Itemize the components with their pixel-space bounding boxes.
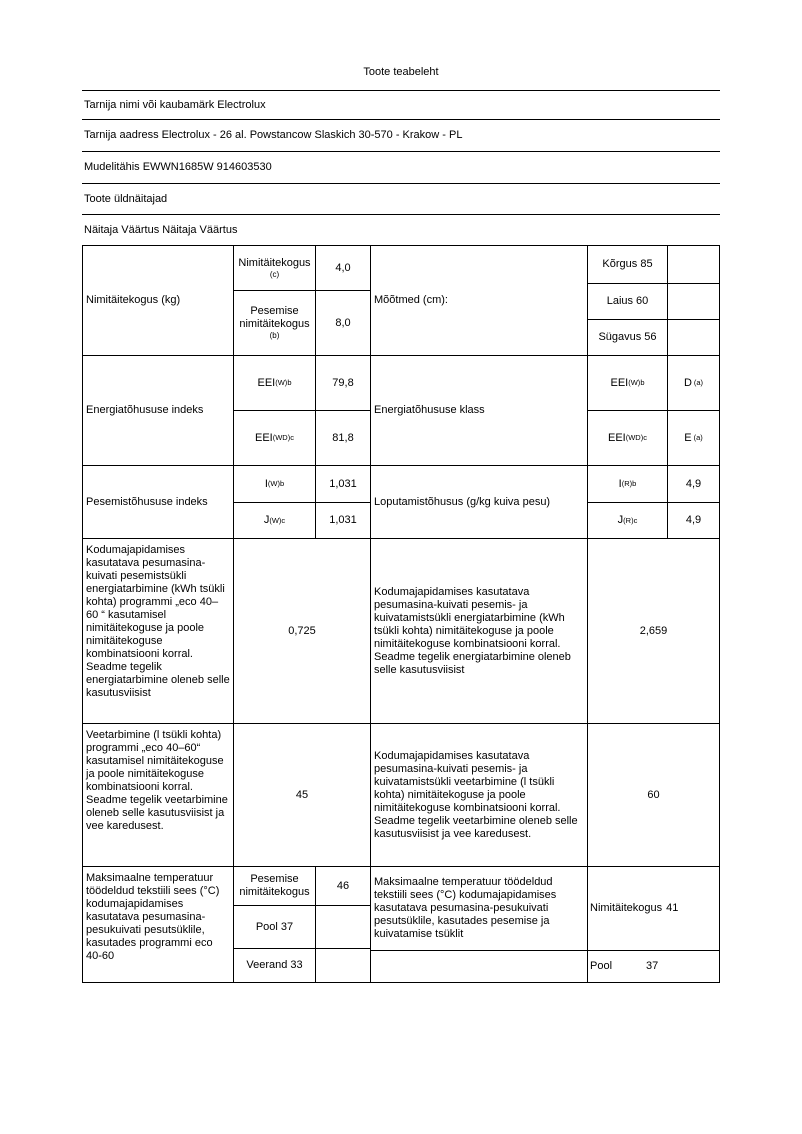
capacity-name-text: Pesemise nimitäitekogus	[239, 305, 310, 330]
washing-footnote-mark: c	[281, 515, 286, 525]
max-temp-row-value	[316, 949, 371, 983]
eei-symbol	[234, 411, 316, 466]
row-energy-index	[83, 356, 720, 466]
product-information-sheet	[82, 0, 720, 983]
energy-class-symbol-base: EEI	[610, 376, 629, 389]
washing-value: 1,031	[316, 503, 371, 539]
max-temp-subrow	[234, 949, 371, 983]
rinse-symbol-base: J	[617, 514, 624, 526]
rinse-value: 4,9	[668, 503, 720, 539]
washing-footnote-mark: b	[279, 479, 285, 488]
capacity-name	[234, 246, 316, 291]
eei-value: 81,8	[316, 411, 371, 466]
rinse-symbol	[588, 466, 668, 503]
model-identifier-row: Mudelitähis EWWN1685W 914603530	[82, 151, 720, 183]
energy-class-value	[668, 356, 720, 411]
energy-consumption-wd-text: Kodumajapidamises kasutatava pesumasina-kuivati pesemis- ja kuivatamistsükli energiatarbimine (kWh tsükli kohta) nimitäitekoguse ja poole nimitäitekoguse kombinatsiooni korral. Seadme tegelik energiatarbimine oleneb selle kasutusviisist	[371, 539, 588, 724]
energy-class-symbol-sub: (WD)	[625, 433, 644, 442]
eei-symbol-base: EEI	[257, 376, 276, 389]
rated-capacity-section-label: Nimitäitekogus (kg)	[83, 246, 234, 356]
max-temp-wd-text: Maksimaalne temperatuur töödeldud tekstiili sees (°C) kodumajapidamises kasutatava pesumasina-pesukuivati pesutsüklile, kasutades pesemise ja kuivatamise tsüklit	[371, 867, 588, 951]
eei-footnote-mark: b	[287, 378, 292, 387]
max-temp-row-label: Veerand 33	[234, 949, 316, 983]
rinse-symbol-base: I	[618, 477, 622, 490]
rinse-subrow	[588, 466, 720, 503]
energy-consumption-wd-value: 2,659	[588, 539, 720, 724]
supplier-name-row: Tarnija nimi või kaubamärk Electrolux	[82, 90, 720, 119]
water-consumption-wd-value: 60	[588, 724, 720, 867]
energy-class-symbol-sub: (W)	[628, 378, 641, 387]
washing-symbol-sub: (W)	[267, 479, 280, 488]
energy-index-subtable	[234, 356, 371, 466]
washing-symbol-sub: (W)	[269, 515, 282, 525]
empty-cell	[668, 284, 720, 320]
energy-class-symbol	[588, 411, 668, 466]
washing-index-subrow	[234, 503, 371, 539]
max-temp-subrow	[234, 906, 371, 949]
max-temp-subrow	[234, 867, 371, 906]
washing-index-subrow	[234, 466, 371, 503]
eei-symbol-sub: (W)	[275, 378, 288, 387]
energy-index-section-label: Energiatõhususe indeks	[83, 356, 234, 466]
row-energy-consumption	[83, 539, 720, 724]
eei-footnote-mark: c	[290, 433, 294, 442]
row-max-temperature	[83, 867, 720, 983]
washing-symbol	[234, 466, 316, 503]
rinse-symbol-sub: (R)	[623, 515, 634, 525]
water-consumption-text: Veetarbimine (l tsükli kohta) programmi „eco 40–60“ kasutamisel nimitäitekoguse ja poole nimitäitekoguse kombinatsiooni korral. Seadme tegelik veetarbimine oleneb selle kasutusviisist ja vee karedusest.	[83, 724, 234, 867]
page-title: Toote teabeleht	[363, 66, 439, 78]
row-rated-capacity	[83, 246, 720, 356]
rinse-subrow	[588, 503, 720, 539]
max-temp-row-label: Pesemise nimitäitekogus	[234, 867, 316, 906]
max-temp-wd-row-value: 41	[666, 902, 679, 914]
rinse-symbol	[588, 503, 668, 539]
eei-symbol-base: EEI	[255, 431, 273, 444]
max-temp-row-label: Pool 37	[234, 906, 316, 949]
dimensions-label: Mõõtmed (cm):	[371, 246, 588, 356]
capacity-subrow	[234, 291, 371, 356]
eei-symbol	[234, 356, 316, 411]
dimension-width: Laius 60	[588, 284, 668, 320]
capacity-name	[234, 291, 316, 356]
capacity-footnote-mark: (b)	[269, 331, 280, 340]
columns-header-row: Näitaja Väärtus Näitaja Väärtus	[82, 214, 720, 245]
empty-cell	[668, 320, 720, 356]
energy-index-subrow	[234, 411, 371, 466]
energy-class-footnote-mark: c	[643, 433, 647, 442]
max-temp-wd-row	[588, 951, 720, 983]
row-water-consumption	[83, 724, 720, 867]
washing-index-section-label: Pesemistõhususe indeks	[83, 466, 234, 539]
empty-cell	[371, 951, 588, 983]
dimension-subrow	[588, 284, 720, 320]
washing-index-subtable	[234, 466, 371, 539]
water-consumption-wd-text: Kodumajapidamises kasutatava pesumasina-kuivati pesemis- ja kuivatamistsükli veetarbimine (l tsükli kohta) nimitäitekoguse ja poole nimitäitekoguse kombinatsiooni korral. Seadme tegelik veetarbimine oleneb selle kasutusviisist ja vee karedusest.	[371, 724, 588, 867]
max-temp-row-value: 46	[316, 867, 371, 906]
max-temp-row-value	[316, 906, 371, 949]
energy-class-subrow	[588, 411, 720, 466]
eei-symbol-sub: (WD)	[272, 433, 291, 442]
energy-class-footnote-mark: b	[640, 378, 645, 387]
water-consumption-value: 45	[234, 724, 371, 867]
max-temp-wd-row-label: Pool	[590, 960, 613, 972]
washing-symbol	[234, 503, 316, 539]
max-temp-wd-row-value: 37	[646, 960, 659, 972]
washing-value: 1,031	[316, 466, 371, 503]
energy-class-subrow	[588, 356, 720, 411]
capacity-value: 4,0	[316, 246, 371, 291]
capacity-subrow	[234, 246, 371, 291]
max-temp-wash-text: Maksimaalne temperatuur töödeldud tekstiili sees (°C) kodumajapidamises kasutatava pesumasina-pesukuivati pesutsüklile, kasutades programmi eco 40-60	[83, 867, 234, 983]
rinse-label: Loputamistõhusus (g/kg kuiva pesu)	[371, 466, 588, 539]
energy-consumption-text: Kodumajapidamises kasutatava pesumasina-kuivati pesemistsükli energiatarbimine (kWh tsükli kohta) programmi „eco 40–60 “ kasutamisel nimitäitekoguse ja poole nimitäitekoguse kombinatsiooni korral. Seadme tegelik energiatarbimine oleneb selle kasutusviisist	[83, 539, 234, 724]
max-temp-wd-row	[588, 867, 720, 951]
energy-class-value	[668, 411, 720, 466]
rinse-value: 4,9	[668, 466, 720, 503]
energy-class-symbol-base: EEI	[608, 431, 626, 444]
max-temp-wd-subrow	[371, 867, 720, 951]
energy-class-letter: D	[683, 376, 692, 389]
dimension-height: Kõrgus 85	[588, 246, 668, 284]
eei-value: 79,8	[316, 356, 371, 411]
supplier-address-row: Tarnija aadress Electrolux - 26 al. Powstancow Slaskich 30-570 - Krakow - PL	[82, 119, 720, 151]
energy-class-mark: (a)	[693, 433, 703, 442]
empty-cell	[668, 246, 720, 284]
energy-consumption-value: 0,725	[234, 539, 371, 724]
rinse-subtable	[588, 466, 720, 539]
rinse-footnote-mark: c	[633, 515, 638, 525]
product-table	[82, 245, 720, 983]
energy-class-symbol	[588, 356, 668, 411]
max-temp-wash-subtable	[234, 867, 371, 983]
energy-class-mark: (a)	[693, 378, 704, 387]
energy-index-subrow	[234, 356, 371, 411]
capacity-name-text: Nimitäitekogus	[238, 256, 311, 269]
max-temp-wd-subtable	[371, 867, 720, 983]
dimensions-subtable	[588, 246, 720, 356]
capacity-subtable	[234, 246, 371, 356]
rinse-footnote-mark: b	[632, 479, 637, 488]
dimension-subrow	[588, 246, 720, 284]
capacity-footnote-mark: (c)	[269, 269, 280, 279]
max-temp-wd-row-label: Nimitäitekogus	[590, 902, 663, 914]
rinse-symbol-sub: (R)	[621, 479, 633, 488]
row-washing-index	[83, 466, 720, 539]
energy-class-subtable	[588, 356, 720, 466]
washing-symbol-base: I	[264, 477, 268, 490]
dimension-subrow	[588, 320, 720, 356]
washing-symbol-base: J	[263, 514, 270, 526]
dimension-depth: Sügavus 56	[588, 320, 668, 356]
max-temp-wd-subrow	[371, 951, 720, 983]
energy-class-label: Energiatõhususe klass	[371, 356, 588, 466]
section-general-title: Toote üldnäitajad	[82, 183, 720, 214]
energy-class-letter: E	[684, 431, 692, 444]
capacity-value: 8,0	[316, 291, 371, 356]
